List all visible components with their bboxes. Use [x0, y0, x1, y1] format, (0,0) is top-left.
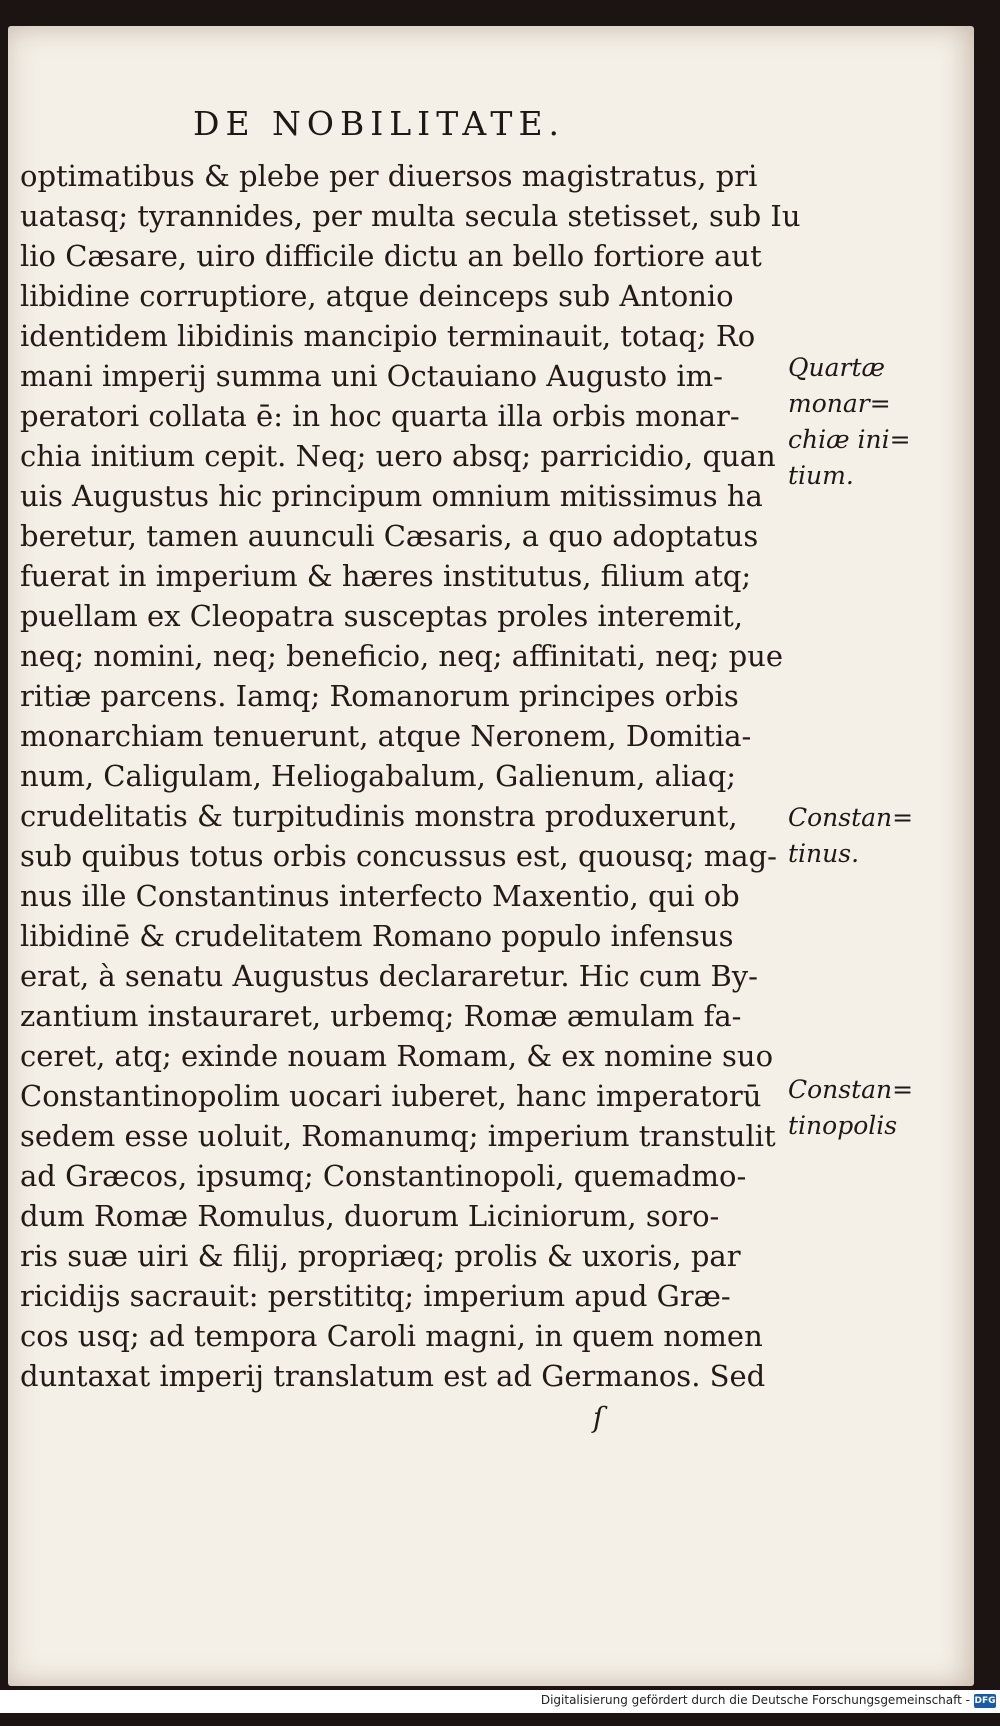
- margin-note-line: tinopolis: [788, 1111, 898, 1140]
- margin-note-line: Constan=: [788, 803, 914, 832]
- text-line: crudelitatis & turpitudinis monstra produxerunt,: [20, 799, 738, 833]
- text-line: monarchiam tenuerunt, atque Neronem, Domitia-: [20, 719, 752, 753]
- text-line: sedem esse uoluit, Romanumq; imperium transtulit: [20, 1119, 776, 1153]
- text-line: Constantinopolim uocari iuberet, hanc imperatorū: [20, 1079, 762, 1113]
- text-line: libidinē & crudelitatem Romano populo infensus: [20, 919, 734, 953]
- margin-note-constantinus: [788, 800, 928, 872]
- text-line: ceret, atq; exinde nouam Romam, & ex nomine suo: [20, 1039, 774, 1073]
- text-line: cos usq; ad tempora Caroli magni, in quem nomen: [20, 1319, 763, 1353]
- margin-notes: [788, 26, 928, 1726]
- text-line: erat, à senatu Augustus declararetur. Hic cum By-: [20, 959, 758, 993]
- margin-note-line: tinus.: [788, 839, 860, 868]
- text-line: sub quibus totus orbis concussus est, quousq; mag-: [20, 839, 777, 873]
- text-line: num, Caligulam, Heliogabalum, Galienum, aliaq;: [20, 759, 737, 793]
- text-line: nus ille Constantinus interfecto Maxentio, qui ob: [20, 879, 740, 913]
- text-line: ricidijs sacrauit: perstititq; imperium apud Græ-: [20, 1279, 731, 1313]
- signature-mark: ſ: [593, 1401, 604, 1434]
- text-line: zantium instauraret, urbemq; Romæ æmulam fa-: [20, 999, 742, 1033]
- text-line: peratori collata ē: in hoc quarta illa orbis monar-: [20, 399, 740, 433]
- footer-credit-text: Digitalisierung gefördert durch die Deutsche Forschungsgemeinschaft -: [540, 1693, 970, 1707]
- digitization-footer: [0, 1690, 1000, 1713]
- margin-note-line: chiæ ini=: [788, 425, 911, 454]
- text-line: chia initium cepit. Neq; uero absq; parricidio, quan: [20, 439, 776, 473]
- book-page: [8, 26, 974, 1686]
- text-line: fuerat in imperium & hæres institutus, filium atq;: [20, 559, 752, 593]
- text-line: duntaxat imperij translatum est ad Germanos. Sed: [20, 1359, 766, 1393]
- text-line: libidine corruptiore, atque deinceps sub Antonio: [20, 279, 734, 313]
- margin-note-line: tium.: [788, 461, 854, 490]
- text-line: ritiæ parcens. Iamq; Romanorum principes orbis: [20, 679, 739, 713]
- margin-note-quartae-monarchiae: [788, 350, 928, 494]
- text-line: lio Cæsare, uiro difficile dictu an bello fortiore aut: [20, 239, 762, 273]
- text-line: dum Romæ Romulus, duorum Liciniorum, soro-: [20, 1199, 720, 1233]
- margin-note-line: monar=: [788, 389, 891, 418]
- text-line: puellam ex Cleopatra susceptas proles interemit,: [20, 599, 743, 633]
- text-line: ris suæ uiri & filij, propriæq; prolis & uxoris, par: [20, 1239, 741, 1273]
- text-line: neq; nomini, neq; beneficio, neq; affinitati, neq; pue: [20, 639, 784, 673]
- dfg-logo-icon: DFG: [974, 1696, 996, 1706]
- text-line: identidem libidinis mancipio terminauit, totaq; Ro: [20, 319, 756, 353]
- text-line: mani imperij summa uni Octauiano Augusto im-: [20, 359, 723, 393]
- margin-note-constantinopolis: [788, 1072, 928, 1144]
- text-line: beretur, tamen auunculi Cæsaris, a quo adoptatus: [20, 519, 759, 553]
- running-head: DE NOBILITATE.: [193, 104, 566, 143]
- body-text: [20, 156, 800, 1396]
- text-line: uis Augustus hic principum omnium mitissimus ha: [20, 479, 763, 513]
- margin-note-line: Quartæ: [788, 353, 885, 382]
- text-line: uatasq; tyrannides, per multa secula stetisset, sub Iu: [20, 199, 801, 233]
- text-line: ad Græcos, ipsumq; Constantinopoli, quemadmo-: [20, 1159, 747, 1193]
- text-line: optimatibus & plebe per diuersos magistratus, pri: [20, 159, 758, 193]
- margin-note-line: Constan=: [788, 1075, 914, 1104]
